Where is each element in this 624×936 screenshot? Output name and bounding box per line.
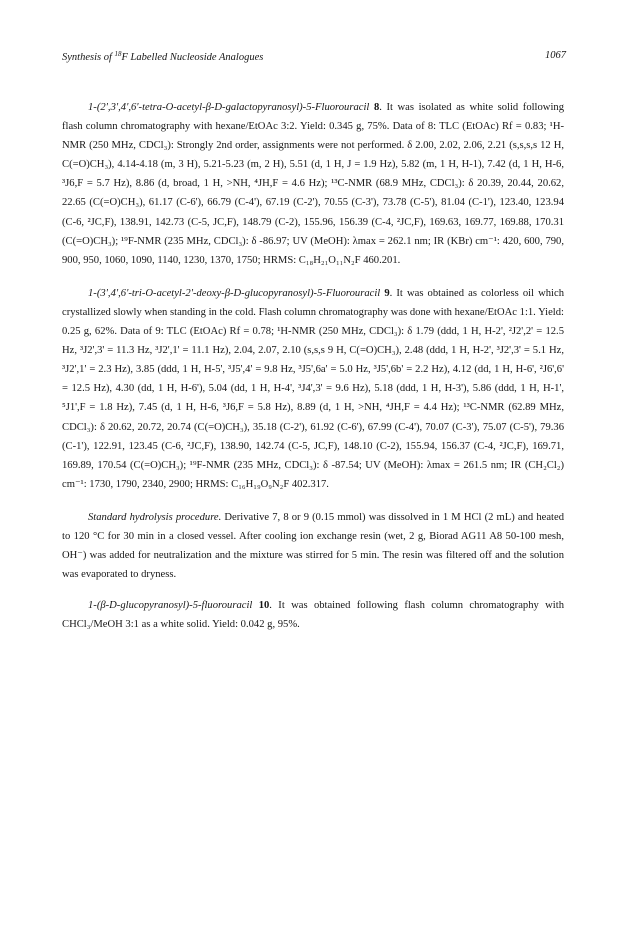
compound-8-paragraph — [62, 98, 564, 270]
page-number: 1067 — [545, 50, 566, 61]
running-title — [62, 50, 263, 63]
article-body — [62, 98, 564, 648]
isotope-superscript: 18 — [114, 50, 122, 58]
compound-10-paragraph — [62, 596, 564, 634]
compound-10-text: . It was obtained following flash column chromatography with CHCl₃/MeOH 3:1 as a white solid. Yield: 0.042 g, 95%. — [62, 600, 564, 631]
compound-9-paragraph — [62, 284, 564, 494]
running-title-rest: F Labelled Nucleoside Analogues — [121, 52, 264, 63]
compound-8-name: 1-(2',3',4',6'-tetra-O-acetyl-β-D-galactopyranosyl)-5-Fluorouracil — [88, 102, 370, 113]
hydrolysis-title: Standard hydrolysis procedure. — [88, 511, 222, 523]
compound-9-name: 1-(3',4',6'-tri-O-acetyl-2'-deoxy-β-D-glucopyranosyl)-5-Fluorouracil — [88, 287, 381, 299]
compound-8-number: 8 — [373, 102, 380, 113]
compound-9-text: . It was obtained as colorless oil which crystallized slowly when standing in the cold. Flash column chromatography was done with hexane/EtOAc 1:1. Yield: 0.25 g, 62%. Data of 9: TLC (EtOAc) Rf = 0.78; ¹H-NMR (250 MHz, CDCl₃): δ 1.79 (ddd, 1 H, H-2', ²J2',2' = 12.5 Hz, ³J2',3' = 11.3 Hz, ³J2',1' = 11.1 Hz), 2.04, 2.07, 2.10 (s,s,s 9 H, C(=O)CH₃), 2.48 (ddd, 1 H, H-2', ³J2',3' = 5.1 Hz, ³J2',1' = 2.3 Hz), 3.85 (ddd, 1 H, H-5', ³J5',4' = 9.8 Hz, ³J5',6a' = 5.0 Hz, ³J5',6b' = 2.2 Hz), 4.12 (dd, 1 H, H-6', ²J6',6' = 12.5 Hz), 4.30 (dd, 1 H, H-6'), 5.04 (dd, 1 H, H-4', ³J4',3' = 9.6 Hz), 5.18 (ddd, 1 H, H-3'), 5.86 (ddd, 1 H, H-1', ⁵J1',F = 1.8 Hz), 7.45 (d, 1 H, H-6, ³J6,F = 5.8 Hz), 8.89 (d, 1 H, >NH, ⁴JH,F = 4.4 Hz); ¹³C-NMR (62.89 MHz, CDCl₃): δ 20.62, 20.72, 20.74 (C(=O)CH₃), 35.18 (C-2'), 61.92 (C-6'), 67.99 (C-4'), 70.07 (C-3'), 75.07 (C-5'), 79.36 (C-1'), 122.91, 123.45 (C-6, ²JC,F), 138.90, 142.74 (C-5, JC,F), 148.10 (C-2), 155.94, 156.37 (C-4, ²JC,F), 169.71, 169.89, 170.54 (C(=O)CH₃); ¹⁹F-NMR (235 MHz, CDCl₃): δ -87.54; UV (MeOH): λmax = 261.5 nm; IR (CH₂Cl₂) cm⁻¹: 1730, 1790, 2340, 2900; HRMS: C₁₆H₁₉O₉N₂F 402.317. — [62, 287, 564, 490]
hydrolysis-text: Derivative 7, 8 or 9 (0.15 mmol) was dissolved in 1 M HCl (2 mL) and heated to 120 °C for 30 min in a closed vessel. After cooling ion exchange resin (wet, 2 g, Biorad AG11 A8 50-100 mesh, OH⁻) was added for neutralization and the mixture was stirred for 5 min. The resin was filtered off and the solution was evaporated to dryness. — [62, 511, 564, 581]
compound-9-number: 9 — [384, 287, 390, 299]
running-title-prefix: Synthesis of — [62, 52, 112, 63]
compound-10-number: 10 — [258, 600, 270, 612]
running-header — [62, 50, 566, 66]
hydrolysis-paragraph — [62, 508, 564, 584]
compound-8-text: . It was isolated as white solid following flash column chromatography with hexane/EtOAc 3:2. Yield: 0.345 g, 75%. Data of 8: TLC (EtOAc) Rf = 0.83; ¹H-NMR (250 MHz, CDCl₃): Strongly 2nd order, assignments were not performed. δ 2.00, 2.02, 2.06, 2.21 (s,s,s,s 12 H, C(=O)CH₃), 4.14-4.18 (m, 3 H), 5.21-5.23 (m, 2 H), 5.51 (d, 1 H, J = 1.9 Hz), 5.82 (m, 1 H, H-1), 7.42 (d, 1 H, H-6, ³J6,F = 5.7 Hz), 8.86 (d, broad, 1 H, >NH, ⁴JH,F = 4.6 Hz); ¹³C-NMR (68.9 MHz, CDCl₃): δ 20.39, 20.44, 20.62, 22.65 (C(=O)CH₃), 61.17 (C-6'), 66.79 (C-4'), 67.19 (C-2'), 70.55 (C-3'), 73.78 (C-5'), 81.04 (C-1'), 123.40, 123.94 (C-6, ²JC,F), 138.91, 142.73 (C-5, JC,F), 148.79 (C-2), 155.96, 156.39 (C-4, ²JC,F), 169.63, 169.77, 169.88, 170.31 (C(=O)CH₃); ¹⁹F-NMR (235 MHz, CDCl₃): δ -86.97; UV (MeOH): λmax = 262.1 nm; IR (KBr) cm⁻¹: 420, 600, 790, 900, 950, 1060, 1090, 1140, 1230, 1370, 1750; HRMS: C₁₈H₂₁O₁₁N₂F 460.201. — [62, 102, 564, 266]
compound-10-name: 1-(β-D-glucopyranosyl)-5-fluorouracil — [88, 600, 253, 612]
